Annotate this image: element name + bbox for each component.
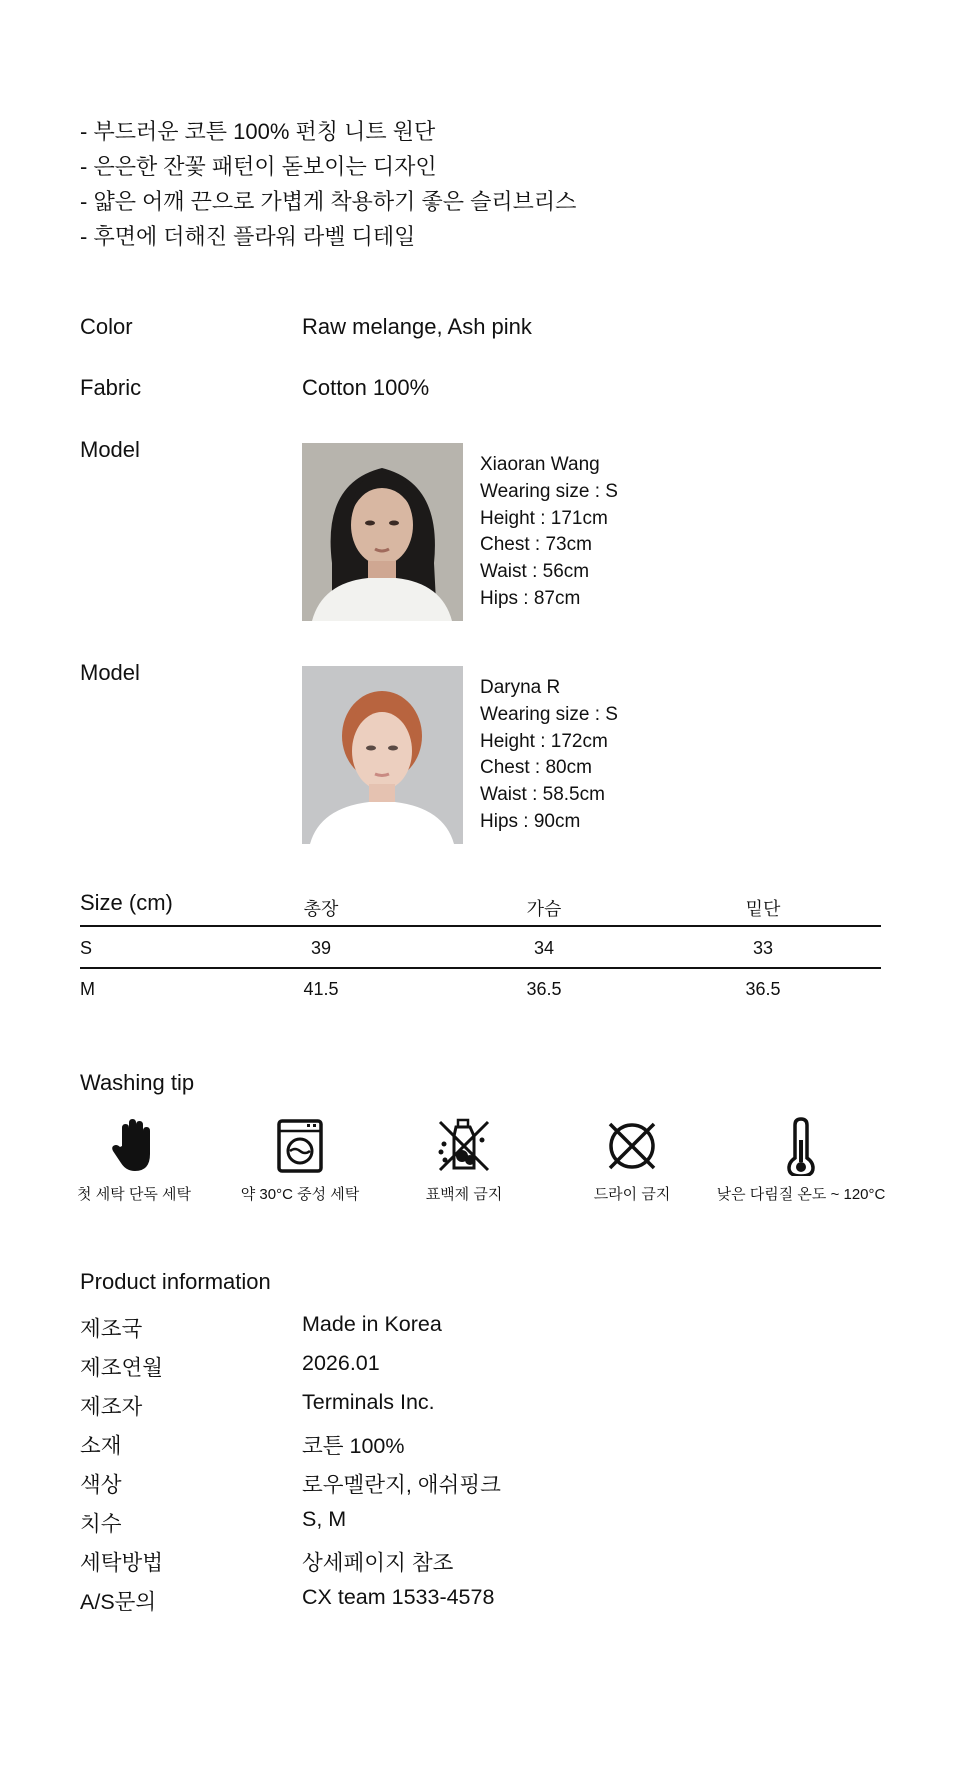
product-info-value: Terminals Inc. [302, 1390, 435, 1414]
size-cell: 36.5 [526, 979, 562, 999]
size-cell: 36.5 [745, 979, 781, 999]
washing-tip-title: Washing tip [80, 1070, 195, 1095]
table-divider [80, 925, 881, 927]
product-info-value: 로우멜란지, 애쉬핑크 [302, 1473, 501, 1497]
product-info-value: Made in Korea [302, 1312, 442, 1336]
wash-caption: 첫 세탁 단독 세탁 [77, 1186, 191, 1203]
fabric-value: Cotton 100% [302, 375, 430, 400]
product-info-label: 제조연월 [80, 1356, 164, 1380]
color-label: Color [80, 314, 133, 339]
model-chest: Chest : 73cm [480, 534, 592, 556]
product-info-label: 제조국 [80, 1317, 143, 1341]
model-info [480, 452, 618, 613]
model-height: Height : 172cm [480, 730, 608, 752]
model-wearing-size: Wearing size : S [480, 480, 618, 502]
thermometer-icon [771, 1116, 831, 1176]
table-divider [80, 967, 881, 969]
product-info-value: 상세페이지 참조 [302, 1551, 454, 1575]
model-photo [302, 443, 463, 621]
wash-caption: 약 30°C 중성 세탁 [240, 1186, 360, 1203]
product-info-title: Product information [80, 1269, 271, 1294]
model-chest: Chest : 80cm [480, 757, 592, 779]
size-cell: 39 [310, 938, 332, 958]
product-info-label: 세탁방법 [80, 1551, 164, 1575]
no-dry-clean-icon [602, 1116, 662, 1176]
model-label: Model [80, 437, 140, 462]
model-photo [302, 666, 463, 844]
size-cell: 41.5 [303, 979, 339, 999]
product-info-value: 코튼 100% [302, 1434, 405, 1458]
size-column-header: 밑단 [745, 899, 781, 919]
feature-bullet: - 후면에 더해진 플라워 라벨 디테일 [80, 224, 416, 249]
color-value: Raw melange, Ash pink [302, 314, 532, 339]
size-row-label: M [80, 979, 95, 999]
washing-machine-icon [270, 1116, 330, 1176]
model-hips: Hips : 90cm [480, 810, 581, 832]
size-column-header: 총장 [303, 899, 339, 919]
model-height: Height : 171cm [480, 507, 608, 529]
wash-caption: 낮은 다림질 온도 ~ 120°C [716, 1186, 886, 1203]
product-info-value: S, M [302, 1507, 347, 1531]
feature-bullet: - 부드러운 코튼 100% 펀칭 니트 원단 [80, 119, 436, 144]
hand-wash-icon [104, 1116, 164, 1176]
no-bleach-icon [434, 1116, 494, 1176]
size-row-label: S [80, 938, 93, 958]
fabric-label: Fabric [80, 375, 142, 400]
feature-bullet: - 은은한 잔꽃 패턴이 돋보이는 디자인 [80, 154, 437, 179]
product-info-value: CX team 1533-4578 [302, 1585, 495, 1609]
size-cell: 34 [533, 938, 555, 958]
size-column-header: 가슴 [526, 899, 562, 919]
model-wearing-size: Wearing size : S [480, 703, 618, 725]
size-table-title: Size (cm) [80, 890, 173, 915]
model-waist: Waist : 58.5cm [480, 784, 605, 806]
model-name: Daryna R [480, 677, 561, 698]
wash-caption: 표백제 금지 [425, 1186, 503, 1203]
product-info-label: 소재 [80, 1434, 122, 1458]
product-info-label: 색상 [80, 1473, 122, 1497]
feature-bullet: - 얇은 어깨 끈으로 가볍게 착용하기 좋은 슬리브리스 [80, 189, 577, 214]
product-info-label: 제조자 [80, 1395, 143, 1419]
model-name: Xiaoran Wang [480, 454, 600, 475]
product-info-label: A/S문의 [80, 1590, 157, 1614]
product-info-label: 치수 [80, 1512, 122, 1536]
model-label: Model [80, 660, 140, 685]
model-waist: Waist : 56cm [480, 561, 590, 583]
model-hips: Hips : 87cm [480, 587, 581, 609]
wash-caption: 드라이 금지 [593, 1186, 671, 1203]
model-info [480, 675, 618, 836]
size-cell: 33 [752, 938, 774, 958]
product-info-value: 2026.01 [302, 1351, 380, 1375]
